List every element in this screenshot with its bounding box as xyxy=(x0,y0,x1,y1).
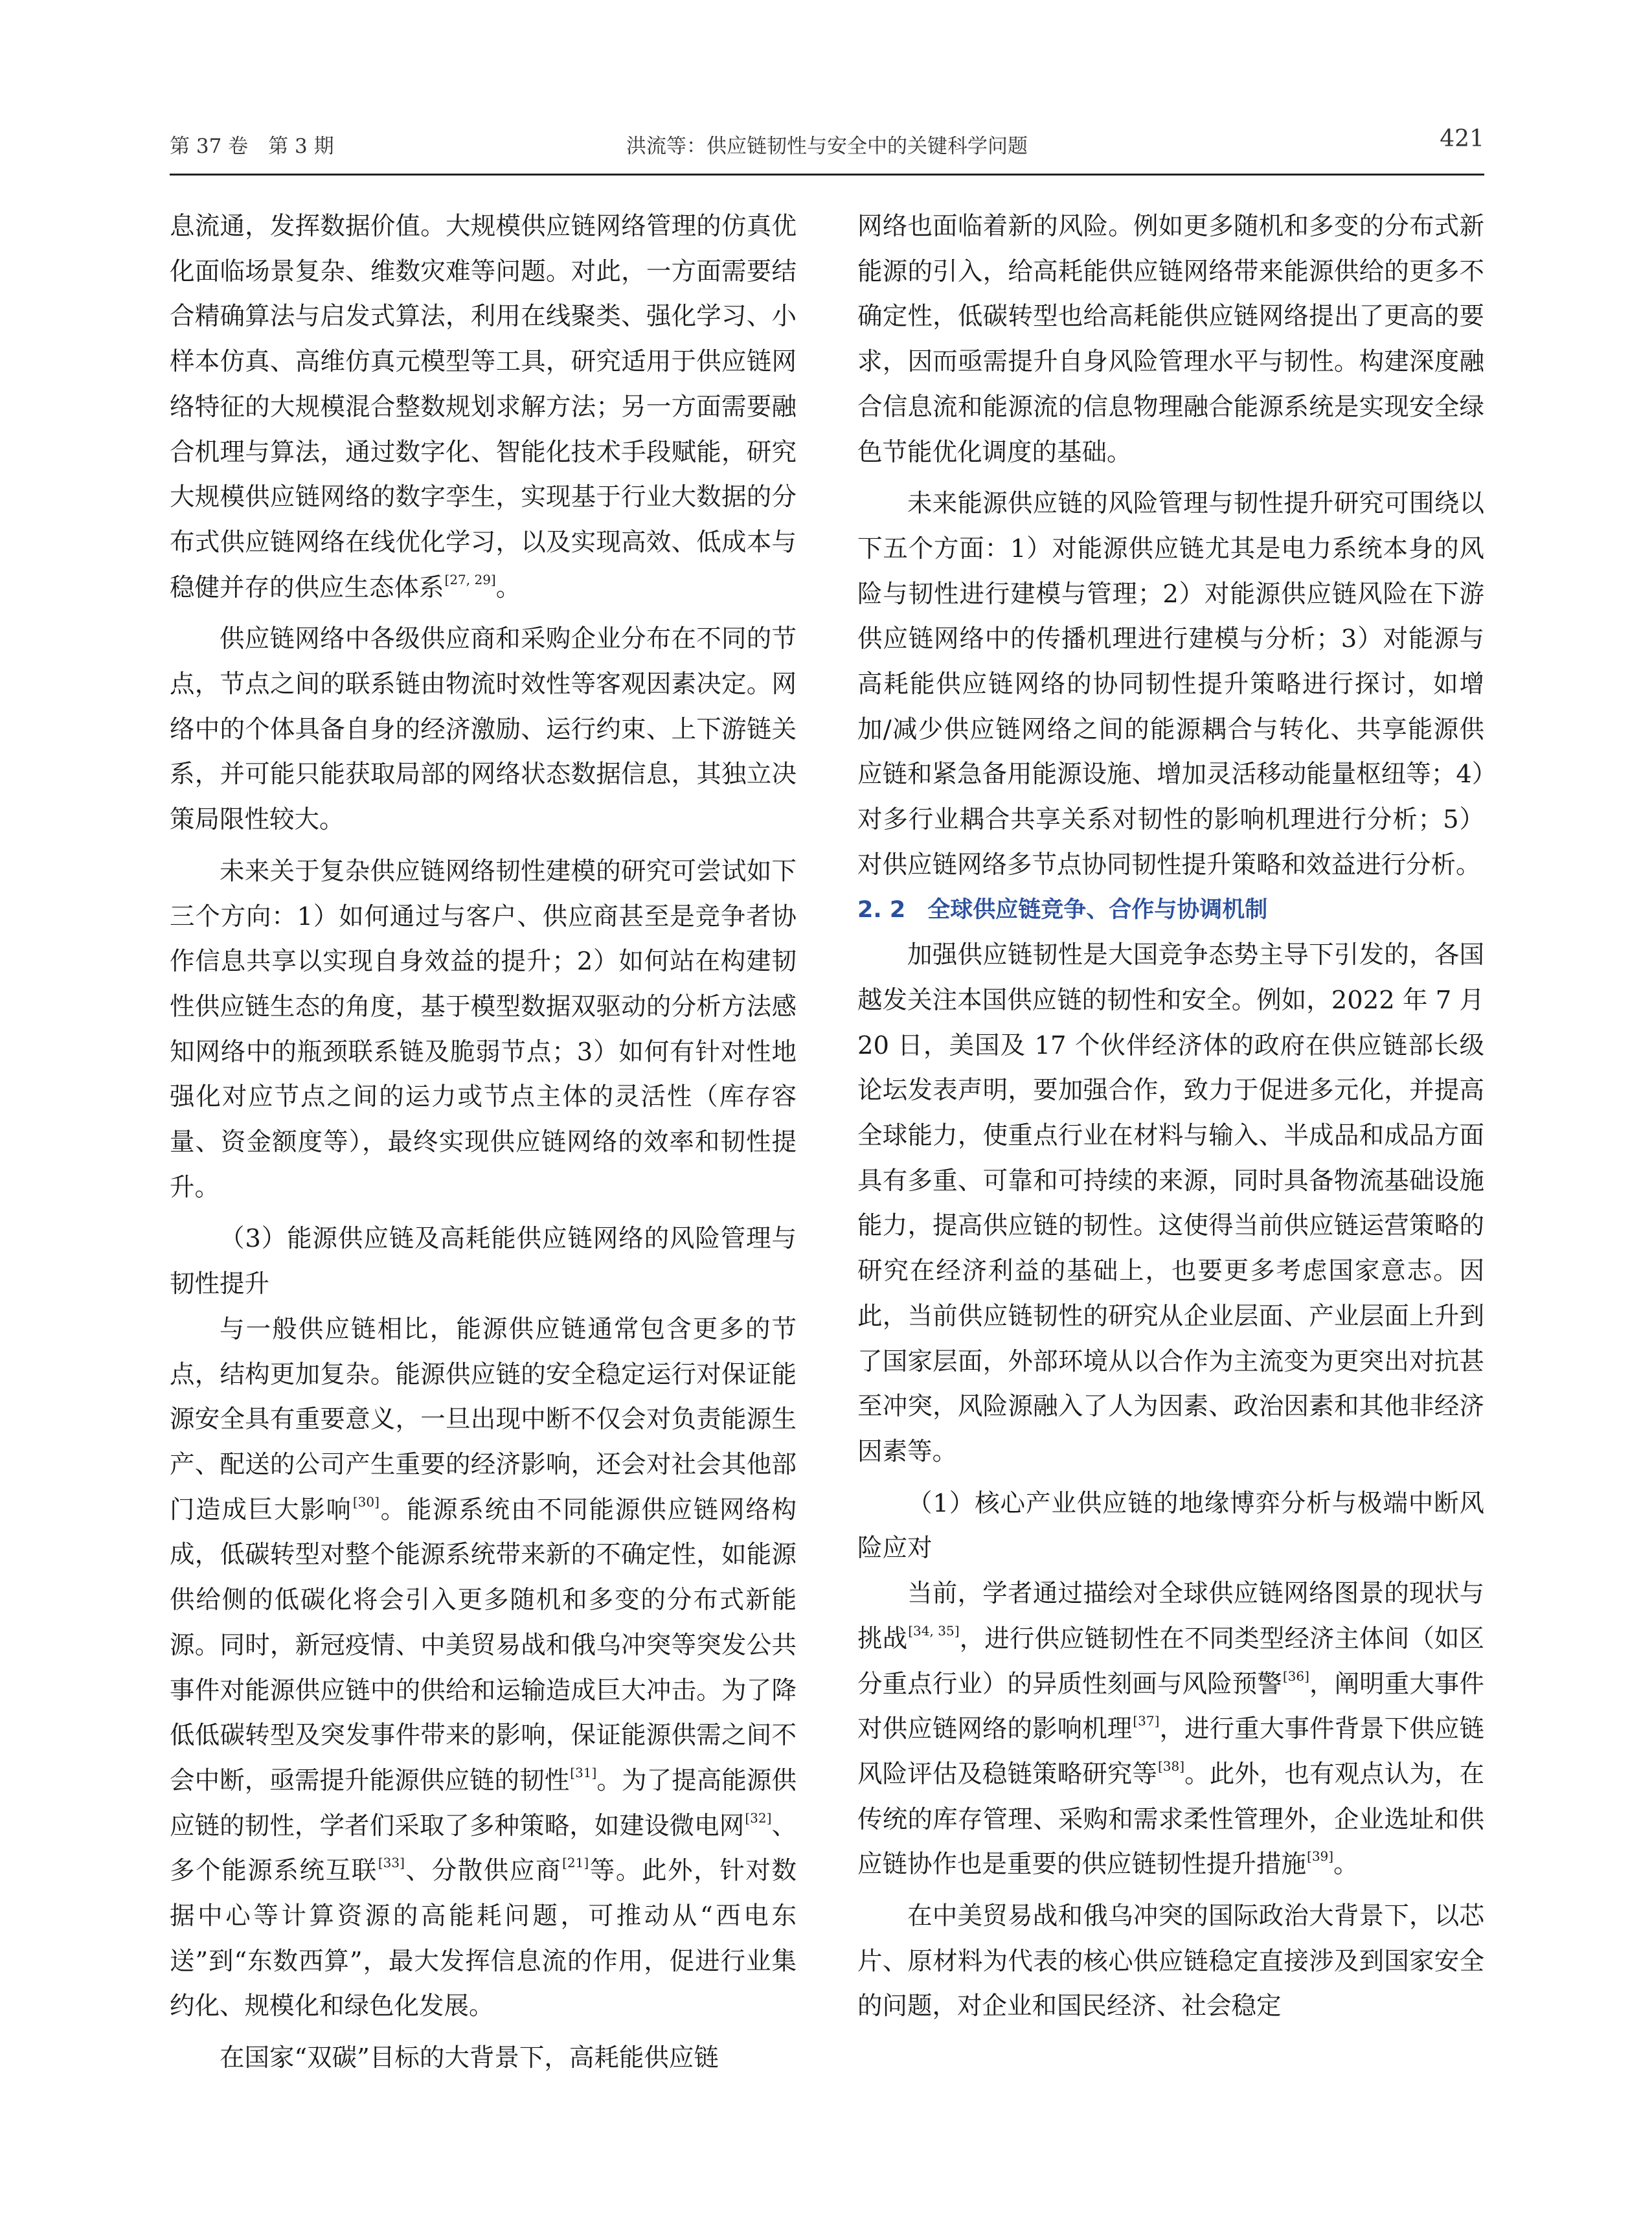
citation[interactable]: [39] xyxy=(1307,1848,1334,1865)
section-title: 全球供应链竞争、合作与协调机制 xyxy=(927,896,1268,923)
subsection-heading: （1）核心产业供应链的地缘博弈分析与极端中断风险应对 xyxy=(857,1488,1484,1563)
paragraph: 息流通，发挥数据价值。大规模供应链网络管理的仿真优化面临场景复杂、维数灾难等问题。对此，一方面需要结合精确算法与启发式算法，利用在线聚类、强化学习、小样本仿真、高维仿真元模型等工具，研究适用于供应链网络特征的大规模混合整数规划求解方法；另一方面需要融合机理与算法，通过数字化、智能化技术手段赋能，研究大规模供应链网络的数字孪生，实现基于行业大数据的分布式供应链网络在线优化学习，以及实现高效、低成本与稳健并存的供应生态体系[27, 29]。 xyxy=(170,212,797,602)
citation[interactable]: [27, 29] xyxy=(444,571,496,587)
paragraph: 供应链网络中各级供应商和采购企业分布在不同的节点，节点之间的联系链由物流时效性等客观因素决定。网络中的个体具备自身的经济激励、运行约束、上下游链关系，并可能只能获取局部的网络状态数据信息，其独立决策局限性较大。 xyxy=(170,624,797,835)
citation[interactable]: [21] xyxy=(562,1855,589,1871)
running-title: 洪流等：供应链韧性与安全中的关键科学问题 xyxy=(626,135,1028,158)
citation[interactable]: [30] xyxy=(352,1493,379,1510)
paragraph: 网络也面临着新的风险。例如更多随机和多变的分布式新能源的引入，给高耗能供应链网络带来能源供给的更多不确定性，低碳转型也给高耗能供应链网络提出了更高的要求，因而亟需提升自身风险管理水平与韧性。构建深度融合信息流和能源流的信息物理融合能源系统是实现安全绿色节能优化调度的基础。 xyxy=(857,212,1484,467)
paragraph: 与一般供应链相比，能源供应链通常包含更多的节点，结构更加复杂。能源供应链的安全稳定运行对保证能源安全具有重要意义，一旦出现中断不仅会对负责能源生产、配送的公司产生重要的经济影响，还会对社会其他部门造成巨大影响[30]。能源系统由不同能源供应链网络构成，低碳转型对整个能源系统带来新的不确定性，如能源供给侧的低碳化将会引入更多随机和多变的分布式新能源。同时，新冠疫情、中美贸易战和俄乌冲突等突发公共事件对能源供应链中的供给和运输造成巨大冲击。为了降低低碳转型及突发事件带来的影响，保证能源供需之间不会中断，亟需提升能源供应链的韧性[31]。为了提高能源供应链的韧性，学者们采取了多种策略，如建设微电网[32]、多个能源系统互联[33]、分散供应商[21]等。此外，针对数据中心等计算资源的高能耗问题，可推动从“西电东送”到“东数西算”，最大发挥信息流的作用，促进行业集约化、规模化和绿色化发展。 xyxy=(170,1314,797,2021)
citation[interactable]: [34, 35] xyxy=(908,1622,960,1639)
paragraph: 未来能源供应链的风险管理与韧性提升研究可围绕以下五个方面：1）对能源供应链尤其是电力系统本身的风险与韧性进行建模与管理；2）对能源供应链风险在下游供应链网络中的传播机理进行建模与分析；3）对能源与高耗能供应链网络的协同韧性提升策略进行探讨，如增加/减少供应链网络之间的能源耦合与转化、共享能源供应链和紧急备用能源设施、增加灵活移动能量枢纽等；4）对多行业耦合共享关系对韧性的影响机理进行分析；5）对供应链网络多节点协同韧性提升策略和效益进行分析。 xyxy=(857,489,1484,880)
journal-volume-issue: 第 37 卷 第 3 期 xyxy=(170,135,334,158)
page-number: 421 xyxy=(1440,126,1484,152)
citation[interactable]: [33] xyxy=(378,1855,405,1871)
header-rule xyxy=(170,174,1484,176)
paragraph: 加强供应链韧性是大国竞争态势主导下引发的，各国越发关注本国供应链的韧性和安全。例如，2022 年 7 月 20 日，美国及 17 个伙伴经济体的政府在供应链部长级论坛发表声明，要加强合作，致力于促进多元化，并提高全球能力，使重点行业在材料与输入、半成品和成品方面具有多重、可靠和可持续的来源，同时具备物流基础设施能力，提高供应链的韧性。这使得当前供应链运营策略的研究在经济利益的基础上，也要更多考虑国家意志。因此，当前供应链韧性的研究从企业层面、产业层面上升到了国家层面，外部环境从以合作为主流变为更突出对抗甚至冲突，风险源融入了人为因素、政治因素和其他非经济因素等。 xyxy=(857,940,1484,1466)
citation[interactable]: [32] xyxy=(745,1810,772,1826)
section-heading xyxy=(857,888,1484,933)
paragraph: 在国家“双碳”目标的大背景下，高耗能供应链 xyxy=(220,2043,719,2073)
section-number: 2. 2 xyxy=(857,896,906,923)
running-header xyxy=(170,126,1484,161)
paragraph: 当前，学者通过描绘对全球供应链网络图景的现状与挑战[34, 35]，进行供应链韧性在不同类型经济主体间（如区分重点行业）的异质性刻画与风险预警[36]，阐明重大事件对供应链网络的影响机理[37]，进行重大事件背景下供应链风险评估及稳链策略研究等[38]。此外，也有观点认为，在传统的库存管理、采购和需求柔性管理外，企业选址和供应链协作也是重要的供应链韧性提升措施[39]。 xyxy=(857,1579,1484,1880)
right-column xyxy=(857,204,1484,2029)
paragraph: 未来关于复杂供应链网络韧性建模的研究可尝试如下三个方向：1）如何通过与客户、供应商甚至是竞争者协作信息共享以实现自身效益的提升；2）如何站在构建韧性供应链生态的角度，基于模型数据双驱动的分析方法感知网络中的瓶颈联系链及脆弱节点；3）如何有针对性地强化对应节点之间的运力或节点主体的灵活性（库存容量、资金额度等），最终实现供应链网络的效率和韧性提升。 xyxy=(170,856,797,1202)
paragraph: 在中美贸易战和俄乌冲突的国际政治大背景下，以芯片、原材料为代表的核心供应链稳定直接涉及到国家安全的问题，对企业和国民经济、社会稳定 xyxy=(857,1902,1484,2021)
subsection-heading: （3）能源供应链及高耗能供应链网络的风险管理与韧性提升 xyxy=(170,1224,797,1299)
citation[interactable]: [37] xyxy=(1133,1713,1160,1729)
left-column xyxy=(170,204,797,2081)
citation[interactable]: [36] xyxy=(1282,1668,1309,1684)
citation[interactable]: [38] xyxy=(1157,1758,1185,1774)
citation[interactable]: [31] xyxy=(570,1764,597,1780)
